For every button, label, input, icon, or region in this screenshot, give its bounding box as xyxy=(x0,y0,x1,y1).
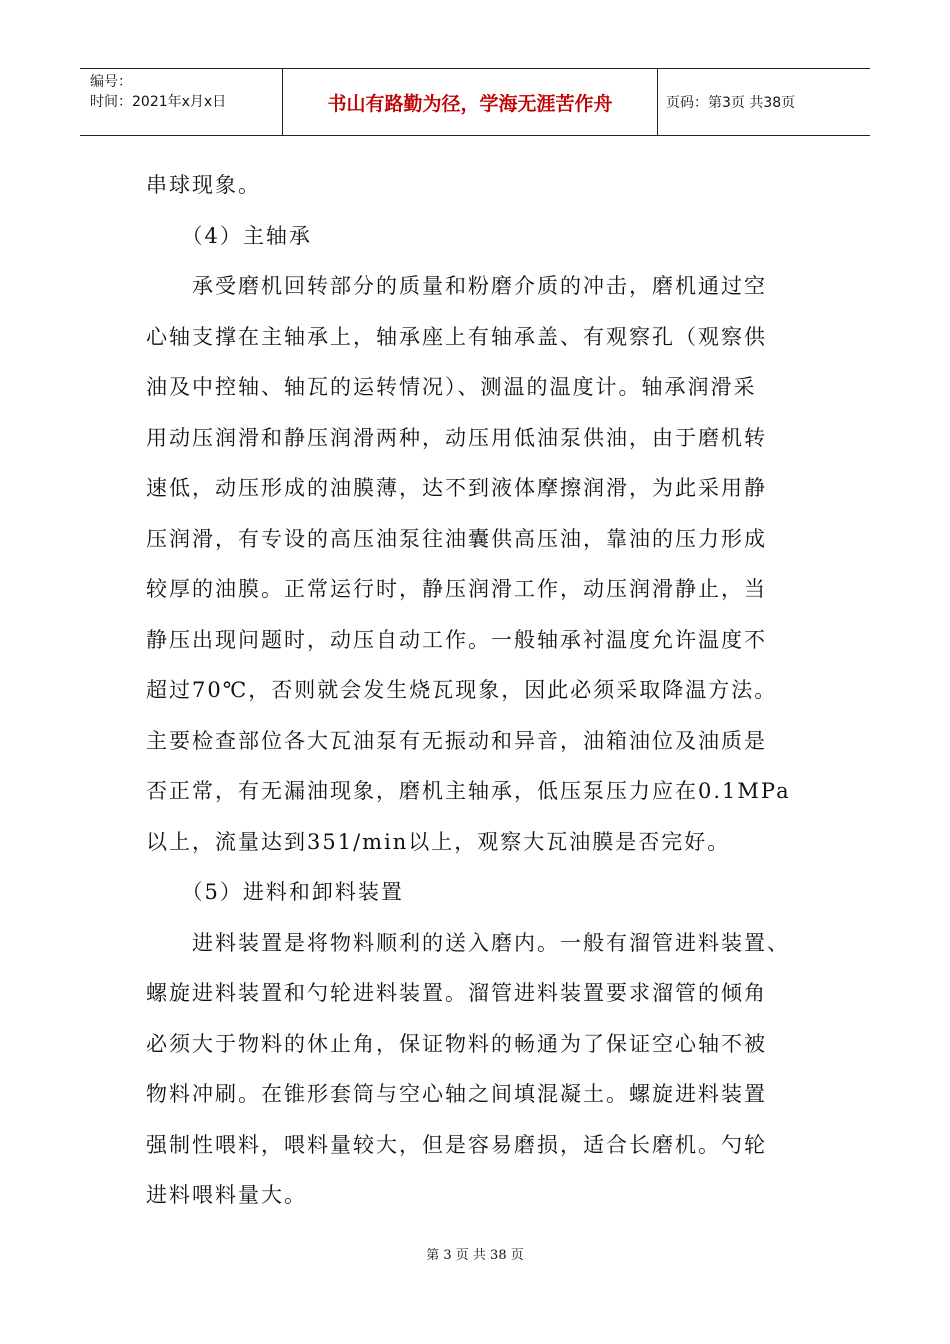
text-line: 必须大于物料的休止角，保证物料的畅通为了保证空心轴不被 xyxy=(146,1031,767,1056)
text-line: 静压出现问题时，动压自动工作。一般轴承衬温度允许温度不 xyxy=(146,627,767,652)
header-meta xyxy=(80,69,283,135)
text-line: 速低，动压形成的油膜薄，达不到液体摩擦润滑，为此采用静 xyxy=(146,476,767,500)
doc-number-label: 编号： xyxy=(90,74,132,90)
page-footer: 第 3 页 共 38 页 xyxy=(426,1248,524,1263)
text-line: （5）进料和卸料装置 xyxy=(146,880,404,904)
text-line: 主要检查部位各大瓦油泵有无振动和异音，油箱油位及油质是 xyxy=(146,728,767,753)
text-line: 进料喂料量大。 xyxy=(146,1183,307,1207)
text-line: （4）主轴承 xyxy=(146,223,312,248)
text-line: 压润滑，有专设的高压油泵往油囊供高压油，靠油的压力形成 xyxy=(146,526,767,551)
text-line: 较厚的油膜。正常运行时，静压润滑工作，动压润滑静止，当 xyxy=(146,577,767,601)
text-line: 超过70℃，否则就会发生烧瓦现象，因此必须采取降温方法。 xyxy=(146,678,778,702)
header-motto: 书山有路勤为径，学海无涯苦作舟 xyxy=(283,69,658,135)
text-line: 心轴支撑在主轴承上，轴承座上有轴承盖、有观察孔（观察供 xyxy=(146,324,767,349)
text-line: 否正常，有无漏油现象，磨机主轴承，低压泵压力应在0.1MPa xyxy=(146,779,791,803)
text-line: 承受磨机回转部分的质量和粉磨介质的冲击，磨机通过空 xyxy=(146,274,767,298)
text-line: 以上，流量达到351/min以上，观察大瓦油膜是否完好。 xyxy=(146,829,731,854)
text-line: 进料装置是将物料顺利的送入磨内。一般有溜管进料装置、 xyxy=(146,930,790,955)
text-line: 油及中控轴、轴瓦的运转情况）、测温的温度计。轴承润滑采 xyxy=(146,375,757,399)
page-header xyxy=(80,68,870,136)
text-line: 用动压润滑和静压润滑两种，动压用低油泵供油，由于磨机转 xyxy=(146,425,767,450)
text-line: 物料冲刷。在锥形套筒与空心轴之间填混凝土。螺旋进料装置 xyxy=(146,1082,767,1106)
header-page-info: 页码：第3页 共38页 xyxy=(666,95,796,111)
text-line: 串球现象。 xyxy=(146,173,261,197)
text-line: 强制性喂料，喂料量较大，但是容易磨损，适合长磨机。勺轮 xyxy=(146,1132,767,1157)
body-text xyxy=(146,160,806,1221)
time-label: 时间：2021年x月x日 xyxy=(90,94,227,110)
text-line: 螺旋进料装置和勺轮进料装置。溜管进料装置要求溜管的倾角 xyxy=(146,981,767,1005)
